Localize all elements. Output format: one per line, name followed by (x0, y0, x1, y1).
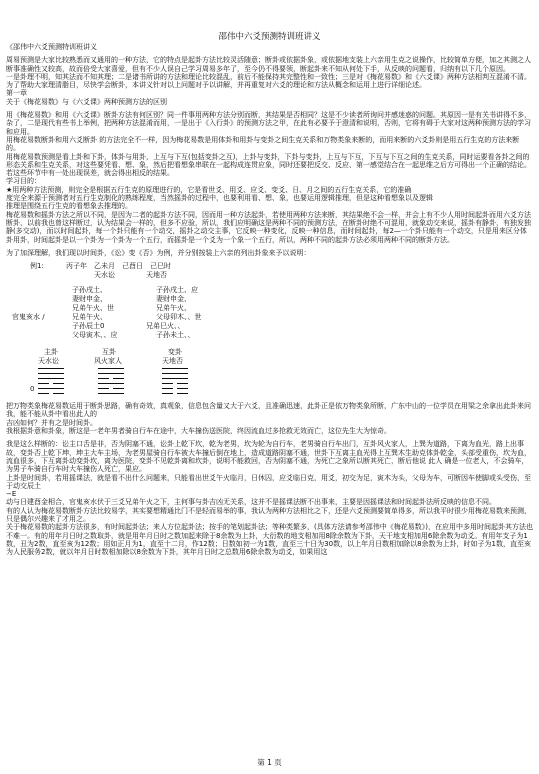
yang-line (98, 368, 124, 369)
yin-line-segment (177, 393, 188, 394)
yin-line-segment (162, 388, 173, 389)
paragraph: 用梅花易数预测是看上卦和下卦，体卦与用卦，上互与下互(包括变卦之互)，上卦与变卦，下卦与变卦，上互与下互，下互与下互之间的生克关系，同时运要看各卦之间的形态关系和生克关系，对这些要凭看、想、象，然后把看想象串联在一起构成连贯应象，同时还要把反交、反应、第一感觉结合在一起思维之后方可得出一个正确的结论。若这些环节中有一处出现误差，就会得出相反的结果。 (6, 152, 531, 178)
name-main: 天水讼 (38, 357, 59, 366)
line-left: 子孙戌土、 (72, 286, 107, 295)
yang-line (162, 373, 188, 374)
moving-line-marker: 0 (30, 385, 35, 394)
line-right: 父母卯木、、世 (156, 313, 202, 322)
label-main: 主卦 (44, 348, 58, 357)
yin-line-segment (113, 388, 124, 389)
paragraph: 我根据卦意和卦象，断这是一老年男者骑自行车在途中，大车撞伤送医院，终因流血过多抢救无效而亡，这位先生大为惊奇。 (6, 427, 391, 436)
line-right: 子孙戌土、应 (156, 286, 198, 295)
label-change: 变卦 (168, 348, 182, 357)
line-left: 妻财申金、 (72, 295, 107, 304)
paragraph: ★用两种方法预测，则完全是根据五行生克的原理进行的，它是看世爻、用爻、应爻、变爻、日、月之间的五行生克关系，它的准确 (6, 185, 412, 194)
yang-line (38, 388, 64, 389)
yang-line (162, 368, 188, 369)
paragraph: 上卦是时间卦，若用摇课法，就是看不出什么问题来，只能看出世爻午火临月，日休囚，应爻临日克，用爻，初交为足，寅木为头，父母为车，可断因车使脚或头受伤，至于动交辰土 (6, 473, 531, 490)
paragraph: 有的人认为梅花易数断卦方法比较易学，其实要想精通比门不是轻而易举的事，我认为两种方法相比之下，还是六爻预测要简单得多，所以我平时很少用梅花易数来预测，只是偶尔兴趣来了才用之。 (6, 506, 531, 523)
yin-line-segment (162, 393, 173, 394)
yang-line (38, 373, 64, 374)
line-left: 兄弟午火、世 (72, 304, 114, 313)
hexagram-example (6, 262, 533, 402)
label-mutual: 互卦 (102, 348, 116, 357)
line-left: 父母寅木、、应 (72, 331, 118, 340)
paragraph: −E (6, 490, 17, 499)
yang-line (98, 393, 124, 394)
page-number: 第 1 页 (257, 758, 282, 767)
yin-line-segment (98, 378, 109, 379)
line-right: 妻财申金、 (156, 295, 191, 304)
yang-line (98, 373, 124, 374)
paragraph: 用梅花易数断卦和用六爻断卦 的方法完全不一样，因为梅花易数是用体卦和用卦与变卦之间生克关系和万物类象来断的，而用来断的六爻卦则是用五行生克的方法来断的。 (6, 135, 520, 153)
paragraph: 关于梅花易数的起卦方法很多，有时间起卦法；来人方位起卦法；按手的笔划起卦法；等种类繁多，(具体方法请参考邵伟中《梅花易数》)，在应用中多用时间起卦其方法也不难一。有的用年月日时之数取卦，就是用年月日时之数加起来除于8余数为上卦，大衍数的地支相加用8除余数为下卦，天干地支相加用6除余数为动爻。有用年支子为1数，丑为2数，直至亥为12数；用如正月为1，直至十二月，作12数；日数如初一为1数，直至三十日为30数，以上年月日数相加除以8余数为上卦，时如子为1数，直至亥为人民服务2数，就以年月日时数相加除以8余数为下卦，其年月日时之总数用6除余数为动爻，如果用这 (6, 523, 533, 557)
name-change: 天地否 (162, 357, 183, 366)
paragraph: 推理是围绕五行生克的看想象去推理的。 (6, 202, 132, 211)
gua-from: 天水讼 (94, 271, 115, 280)
paragraph: 梅花易数和摇卦方法之所以不同，是因为二者的起卦方法不同，因而用一种方法起卦，若使用两种方法来断，其结果绝不会一样，并会上有不少人用时间起卦而用六爻方法断卦，以前我也曾这样断过，认为结果会一样的，但多不应验，所以，我们应明确这是两种不同的预测方法，在断卦时绝不可混用，就象动交来说，摇卦有静卦，有独发独静(多交动)，而以时间起卦，每一个卦只能有一个动交，摇卦之动交主事，它反映一种变化，反映一种信息，而时间起卦，每2—一个卦只能有一个动交，只是用来区分体卦用卦，时间起卦是以一个卦为一个卦为一个五行，而摇卦是一个爻为一个象一个五行，所以，两种不同的起卦方法必须用两种不同的断卦方法。 (6, 210, 531, 244)
section-heading: 关于《梅花易数》与《六爻课》两种预测方法的区别 (6, 97, 167, 106)
yin-line-segment (38, 393, 49, 394)
chapter-heading: 第一章 (6, 89, 27, 98)
paragraph: 我是这么样断的：讼主口舌是非，否为阴塞不通，讼卦上乾下坎，乾为老男，坎为轮为自行车，老男骑自行车出门，互卦风火家人，上巽为道路，下离为血光，路上出事故，变卦否上乾下坤，坤主大车主场，为老男屋骑自行车被大车撞后倒在地上，造成道路阴塞不通，世卦下互离主血光得上互巽木生助克体卦乾金，头部受重伤，坎为血，流血很多，下互离卦动变卦坎，离为医院，变卦不见乾卦离和坎卦，说明不能救回，否为阴塞不通，为死亡之象所以断其死亡，断后他说 此人 确是一位老人，不会骑车，为男子车骑自行车时大车撞伤人死亡，果应。 (6, 440, 531, 474)
paragraph: 度完全来源于预测者对五行生克制化的熟练程度，当然摇卦的过程中，也要利用看、想、象，也要运用逻辑推理，但是这种看想象以及逻辑 (6, 194, 433, 203)
yin-line-segment (38, 383, 49, 384)
paragraph: 吉凶如何？并有之是时间卦。 (6, 418, 97, 427)
yin-line-segment (113, 378, 124, 379)
gua-to: 天地否 (146, 271, 167, 280)
line-left: 子孙辰土0 (72, 322, 105, 331)
line-right: 子孙未土、、 (156, 331, 195, 340)
document-body (6, 43, 533, 556)
yang-line (162, 378, 188, 379)
paragraph: 学习目的： (6, 177, 41, 186)
yin-line-segment (162, 383, 173, 384)
yin-line-segment (98, 388, 109, 389)
header-line: 《邵伟中六爻预测特训班讲义 (6, 43, 97, 51)
yin-line-segment (177, 388, 188, 389)
paragraph: 一是卦理不明，知其法而不知其理；二是诸书所讲的方法和理论比较混乱，前后不能保持其完整性和一致性；三是对《梅花易数》和《六爻课》两种方法相判互混淆不清。为了帮助大家理清脂目，尽快学会断卦，本讲义针对以上问题对予以讲解，并再重复对六爻的理论和方法从概念和运用上进行详细论述。 (6, 72, 531, 90)
yin-line-segment (53, 383, 64, 384)
example-date: 丙子年 乙未月 己酉日 己巳时 (66, 262, 171, 271)
yang-line (38, 368, 64, 369)
paragraph: 动与日建酉金相合，官鬼亥水伏于三爻兄弟午火之下，主何事与卦吉凶无关系，这并不是摇课法断不出事来，主要是因摇课法和时间起卦法所反映的信息不同。 (6, 498, 496, 507)
paragraph: 把万物类象梅花易数运用于断卦思路，确有奇效，真观象，信息包含量又大于六爻，且准确迅速，此卦正是依万物类象所断，广东中山的一位学员在用梁之余拿出此卦来问我，能不能从卦中看出此人的 (6, 402, 531, 419)
palace-label: 官鬼亥水 / (12, 313, 47, 322)
example-label: 例1: (30, 262, 44, 271)
line-left: 兄弟午火、 (72, 313, 107, 322)
paragraph: 为了加深理解，我们现以时间卦，《讼》变《否》为例，并分别按装上六亲的列出卦象来予以说明： (6, 248, 311, 257)
yang-line (98, 383, 124, 384)
line-right: 兄弟巳火、、 (146, 322, 185, 331)
name-mutual: 风火家人 (94, 357, 122, 366)
yin-line-segment (177, 383, 188, 384)
line-right: 兄弟午火、 (156, 304, 191, 313)
paragraph: 用《梅花易数》和用《六爻课》断卦方法有何区别？同一件事用两种方法分别而断，其结果是否相同？这是不少读者所询问并感迷惑的问题。其原因一是有关书讲得不多，杂了，二是现代有些书上举例，把两种方法混淆而用，一是出于《入行卦》的预测方法之甲，在此有必要予于澄清和说明，否则，它将有碍于大家对这两种预测方法的学习和应用。 (6, 111, 531, 136)
page-title: 邵伟中六爻预测特训班讲义 (218, 32, 321, 42)
yang-line (38, 378, 64, 379)
paragraph: 周易预测是大家比较熟悉而又通用的一种方法，它的特点是起卦方法比较灵活随意；断卦或依据卦象，或依据地支装上六亲用生克之说操作，比较简单方便，加之其测之人断事准确性又较高，故而倍受大家喜爱，但有不少人误自己学习周易多年了，至今仍不得要领，断起卦来不知从何处下手，从反映的问题看，归纳有以下几个原因。 (6, 56, 531, 73)
yin-line-segment (53, 393, 64, 394)
